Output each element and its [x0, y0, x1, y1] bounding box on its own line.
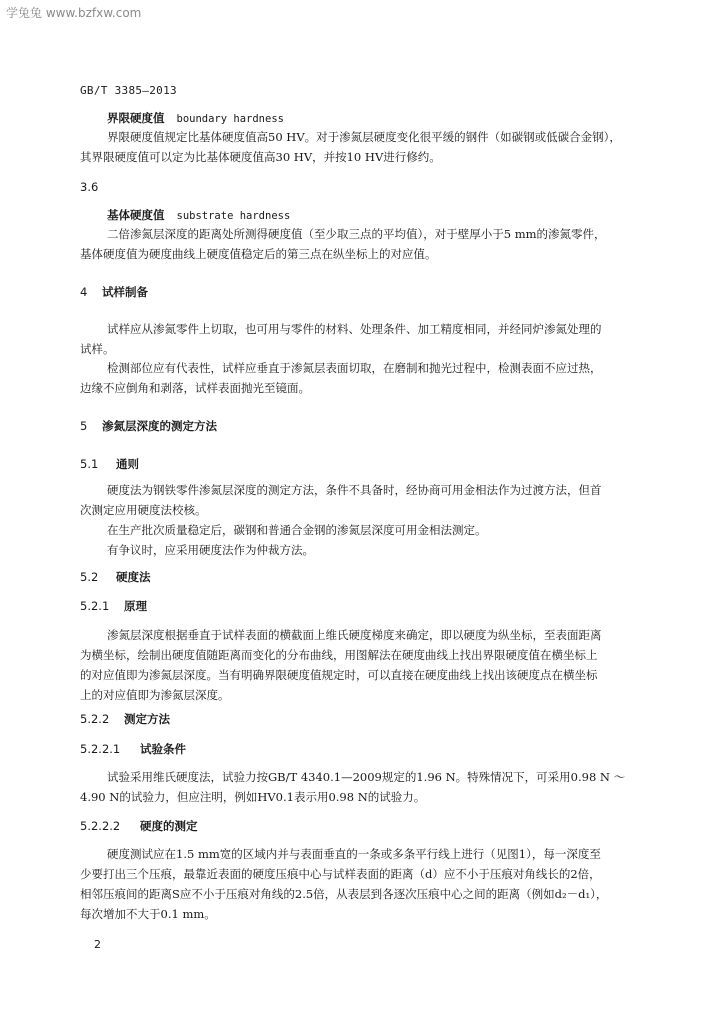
section-heading-5 — [80, 418, 217, 434]
term-title-zh: 界限硬度值 — [107, 111, 165, 125]
section-title: 渗氮层深度的测定方法 — [102, 419, 217, 433]
section-number: 5.2.2.2 — [80, 819, 121, 833]
term-boundary-hardness-definition — [80, 127, 660, 167]
paragraph-line: 上的对应值即为渗氮层深度。 — [80, 688, 230, 702]
section-title: 测定方法 — [124, 712, 170, 726]
section-5-2-1-body — [80, 625, 660, 705]
paragraph-line: 其界限硬度值可以定为比基体硬度值高30 HV，并按10 HV进行修约。 — [80, 150, 441, 164]
section-title: 试验条件 — [140, 742, 186, 756]
paragraph-line: 二倍渗氮层深度的距离处所测得硬度值（至少取三点的平均值），对于壁厚小于5 mm的渗氮零件， — [107, 227, 606, 241]
paragraph-line: 每次增加不大于0.1 mm。 — [80, 907, 216, 921]
section-5-2-2-2-body — [80, 844, 660, 924]
paragraph-line: 为横坐标，绘制出硬度值随距离而变化的分布曲线，用图解法在硬度曲线上找出界限硬度值在横坐标上 — [80, 648, 598, 662]
paragraph-line: 基体硬度值为硬度曲线上硬度值稳定后的第三点在纵坐标上的对应值。 — [80, 247, 437, 261]
section-number-3-6: 3.6 — [80, 180, 99, 194]
section-title: 试样制备 — [102, 285, 148, 299]
term-substrate-hardness — [107, 207, 290, 223]
paragraph-line: 相邻压痕间的距离S应不小于压痕对角线的2.5倍，从表层到各逐次压痕中心之间的距离（例如d₂－d₁）， — [80, 887, 608, 901]
paragraph-line: 硬度测试应在1.5 mm宽的区域内并与表面垂直的一条或多条平行线上进行（见图1），每一深度至 — [107, 847, 601, 861]
paragraph-line: 边缘不应倒角和剥落，试样表面抛光至镜面。 — [80, 381, 310, 395]
section-number: 4 — [80, 285, 88, 299]
section-5-2-2-1-body — [80, 767, 660, 807]
term-boundary-hardness — [107, 110, 284, 126]
paragraph-line: 4.90 N的试验力，但应注明，例如HV0.1表示用0.98 N的试验力。 — [80, 790, 426, 804]
section-number: 5 — [80, 419, 88, 433]
paragraph-line: 检测部位应有代表性，试样应垂直于渗氮层表面切取，在磨制和抛光过程中，检测表面不应过热， — [107, 361, 602, 375]
section-number: 5.2.1 — [80, 599, 110, 613]
paragraph-line: 试样应从渗氮零件上切取，也可用与零件的材料、处理条件、加工精度相同，并经同炉渗氮处理的 — [107, 322, 602, 336]
section-heading-5-2-2 — [80, 711, 170, 727]
section-title: 原理 — [124, 599, 147, 613]
section-heading-5-2-2-2 — [80, 818, 198, 834]
term-substrate-hardness-definition — [80, 224, 660, 264]
section-4-paragraph-1 — [80, 319, 660, 359]
paragraph-line: 有争议时，应采用硬度法作为仲裁方法。 — [107, 543, 314, 557]
paragraph-line: 在生产批次质量稳定后，碳钢和普通合金钢的渗氮层深度可用金相法测定。 — [107, 523, 487, 537]
section-5-1-paragraph-1 — [80, 480, 660, 560]
section-title: 通则 — [116, 457, 139, 471]
section-heading-5-2 — [80, 569, 151, 585]
term-title-en: substrate hardness — [176, 210, 291, 222]
section-heading-5-2-2-1 — [80, 741, 186, 757]
section-title: 硬度法 — [116, 570, 151, 584]
paragraph-line: 少要打出三个压痕，最靠近表面的硬度压痕中心与试样表面的距离（d）应不小于压痕对角线长的2倍， — [80, 867, 601, 881]
section-number: 5.1 — [80, 457, 99, 471]
paragraph-line: 试验采用维氏硬度法，试验力按GB/T 4340.1—2009规定的1.96 N。特殊情况下，可采用0.98 N ～ — [107, 770, 626, 784]
section-number: 5.2 — [80, 570, 99, 584]
term-title-en: boundary hardness — [176, 113, 284, 125]
section-heading-4 — [80, 284, 148, 300]
paragraph-line: 界限硬度值规定比基体硬度值高50 HV。对于渗氮层硬度变化很平缓的钢件（如碳钢或低碳合金钢）， — [107, 130, 621, 144]
paragraph-line: 试样。 — [80, 342, 115, 356]
section-heading-5-2-1 — [80, 598, 147, 614]
watermark: 学兔兔 www.bzfxw.com — [6, 6, 142, 20]
standard-number: GB/T 3385—2013 — [80, 84, 177, 97]
section-4-paragraph-2 — [80, 358, 660, 398]
section-number: 5.2.2 — [80, 712, 110, 726]
term-title-zh: 基体硬度值 — [107, 208, 165, 222]
paragraph-line: 的对应值即为渗氮层深度。当有明确界限硬度值规定时，可以直接在硬度曲线上找出该硬度点在横坐标 — [80, 668, 598, 682]
paragraph-line: 次测定应用硬度法校核。 — [80, 503, 207, 517]
paragraph-line: 硬度法为钢铁零件渗氮层深度的测定方法，条件不具备时，经协商可用金相法作为过渡方法，但首 — [107, 483, 602, 497]
paragraph-line: 渗氮层深度根据垂直于试样表面的横截面上维氏硬度梯度来确定，即以硬度为纵坐标，至表面距离 — [107, 628, 602, 642]
section-heading-5-1 — [80, 456, 139, 472]
section-title: 硬度的测定 — [140, 819, 198, 833]
page-number: 2 — [94, 938, 101, 951]
section-number: 5.2.2.1 — [80, 742, 121, 756]
